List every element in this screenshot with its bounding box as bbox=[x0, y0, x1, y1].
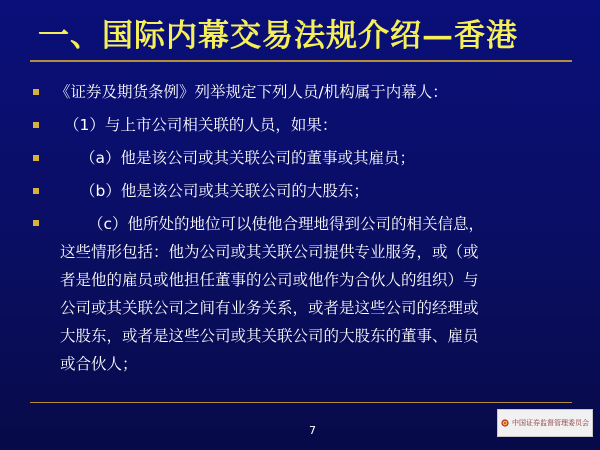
square-bullet-icon bbox=[33, 122, 39, 128]
footer-divider bbox=[30, 402, 572, 403]
organization-logo bbox=[497, 409, 593, 437]
logo-text: 中国证券监督管理委员会 bbox=[512, 419, 589, 427]
bullet-item bbox=[30, 210, 575, 378]
continuation-line: 者是他的雇员或他担任董事的公司或他作为合伙人的组织）与 bbox=[60, 271, 479, 289]
bullet-item bbox=[30, 144, 575, 173]
bullet-text: （c）他所处的地位可以使他合理地得到公司的相关信息， bbox=[88, 215, 485, 233]
continuation-line: 或合伙人； bbox=[60, 355, 138, 373]
square-bullet-icon bbox=[33, 155, 39, 161]
page-number: 7 bbox=[309, 424, 316, 437]
bullet-text: 《证券及期货条例》列举规定下列人员/机构属于内幕人： bbox=[55, 83, 448, 101]
emblem-icon bbox=[501, 414, 509, 432]
title-divider bbox=[30, 60, 572, 62]
bullet-text: （b）他是该公司或其关联公司的大股东； bbox=[80, 182, 369, 200]
continuation-line: 公司或其关联公司之间有业务关系，或者是这些公司的经理或 bbox=[60, 299, 479, 317]
square-bullet-icon bbox=[33, 220, 39, 226]
continuation-line: 大股东，或者是这些公司或其关联公司的大股东的董事、雇员 bbox=[60, 327, 479, 345]
bullet-item bbox=[30, 78, 575, 107]
bullet-item bbox=[30, 111, 575, 140]
square-bullet-icon bbox=[33, 89, 39, 95]
square-bullet-icon bbox=[33, 188, 39, 194]
slide-title: 一、国际内幕交易法规介绍—香港 bbox=[38, 18, 518, 54]
bullet-text: （1）与上市公司相关联的人员，如果： bbox=[64, 116, 338, 134]
slide-content bbox=[30, 78, 575, 378]
bullet-text: （a）他是该公司或其关联公司的董事或其雇员； bbox=[80, 149, 415, 167]
bullet-item bbox=[30, 177, 575, 206]
continuation-line: 这些情形包括：他为公司或其关联公司提供专业服务，或（或 bbox=[60, 243, 479, 261]
